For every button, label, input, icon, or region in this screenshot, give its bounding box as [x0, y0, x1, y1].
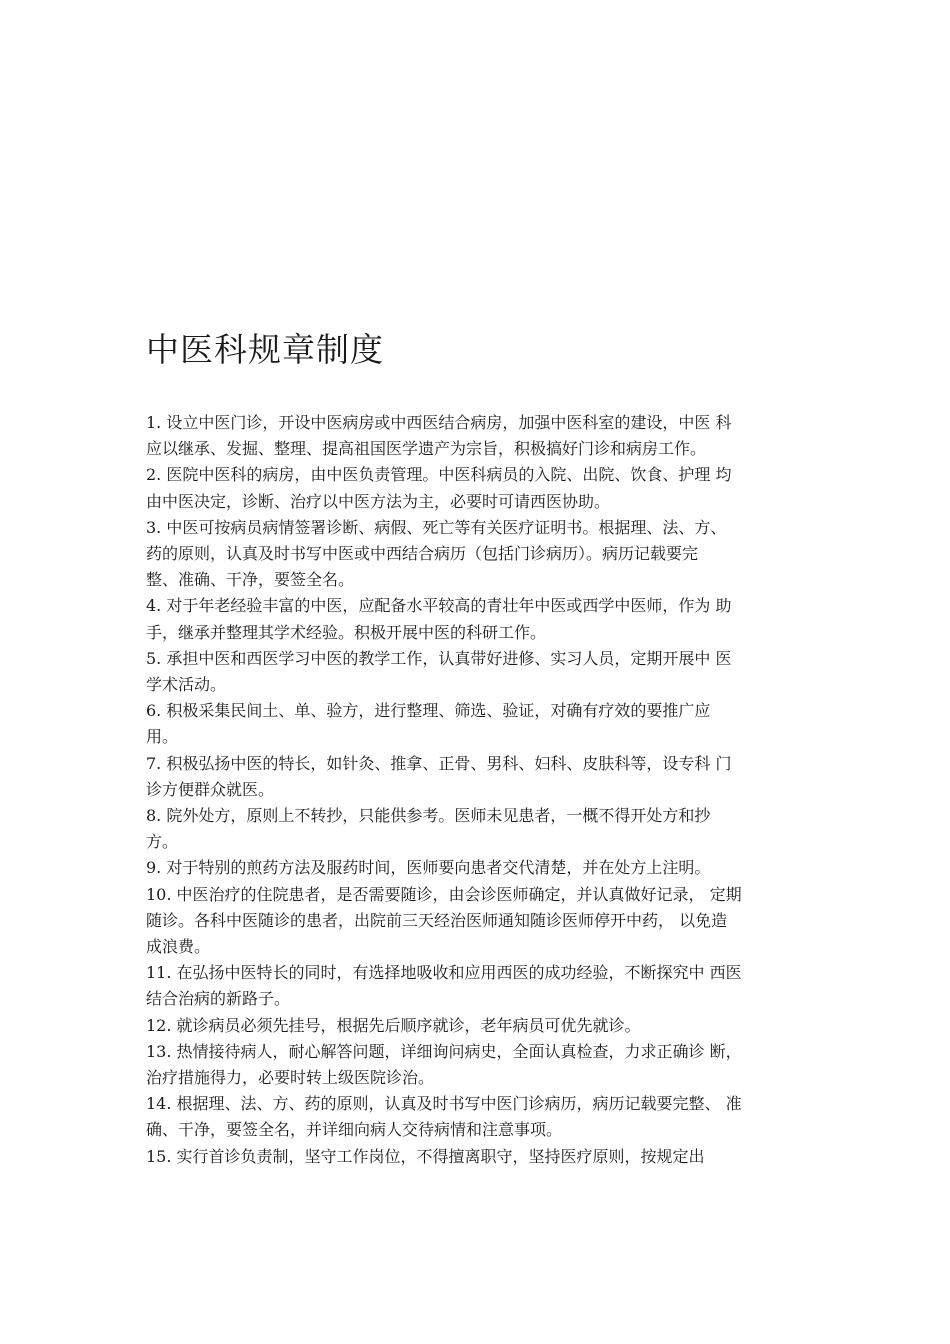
rule-item-5	[146, 646, 822, 698]
rule-item-2	[146, 462, 822, 514]
rule-line: 结合治病的新路子。	[146, 989, 291, 1009]
rule-line: 用。	[146, 727, 179, 747]
rule-line: 6. 积极采集民间土、单、验方，进行整理、筛选、验证，对确有疗效的要推广应	[146, 701, 711, 721]
rule-line: 14. 根据理、法、方、药的原则，认真及时书写中医门诊病历，病历记载要完整、 准	[146, 1094, 742, 1114]
document-title: 中医科规章制度	[146, 330, 384, 369]
rule-line: 9. 对于特别的煎药方法及服药时间，医师要向患者交代清楚，并在处方上注明。	[146, 858, 711, 878]
rule-item-4	[146, 593, 822, 645]
rule-line: 学术活动。	[146, 675, 227, 695]
rule-line: 4. 对于年老经验丰富的中医，应配备水平较高的青壮年中医或西学中医师，作为 助	[146, 596, 732, 616]
rule-item-14	[146, 1091, 822, 1143]
rule-line: 治疗措施得力，必要时转上级医院诊治。	[146, 1068, 435, 1088]
rule-item-11	[146, 960, 822, 1012]
rule-line: 确、干净，要签全名，并详细向病人交待病情和注意事项。	[146, 1120, 563, 1140]
rule-item-10	[146, 882, 822, 961]
rule-item-3	[146, 515, 822, 594]
rule-line: 手，继承并整理其学术经验。积极开展中医的科研工作。	[146, 622, 547, 642]
rule-line: 15. 实行首诊负责制，坚守工作岗位，不得擅离职守，坚持医疗原则，按规定出	[146, 1146, 705, 1166]
rule-item-6	[146, 698, 822, 750]
rule-line: 由中医决定，诊断、治疗以中医方法为主，必要时可请西医协助。	[146, 491, 611, 511]
rule-line: 2. 医院中医科的病房，由中医负责管理。中医科病员的入院、出院、饮食、护理 均	[146, 465, 732, 485]
rule-line: 12. 就诊病员必须先挂号，根据先后顺序就诊，老年病员可优先就诊。	[146, 1015, 641, 1035]
rule-line: 1. 设立中医门诊，开设中医病房或中西医结合病房，加强中医科室的建设，中医 科	[146, 413, 732, 432]
rule-line: 药的原则，认真及时书写中医或中西结合病历（包括门诊病历）。病历记载要完	[146, 544, 699, 564]
rules-list	[146, 410, 822, 1170]
rule-line: 5. 承担中医和西医学习中医的教学工作，认真带好进修、实习人员，定期开展中 医	[146, 648, 732, 668]
rule-line: 10. 中医治疗的住院患者，是否需要随诊，由会诊医师确定，并认真做好记录， 定期	[146, 884, 742, 904]
rule-item-15	[146, 1144, 822, 1170]
rule-line: 13. 热情接待病人，耐心解答问题，详细询问病史，全面认真检查，力求正确诊 断，	[146, 1041, 742, 1061]
rule-item-7	[146, 751, 822, 803]
rule-line: 3. 中医可按病员病情签署诊断、病假、死亡等有关医疗证明书。根据理、法、方、	[146, 517, 727, 537]
rule-item-1	[146, 410, 822, 462]
rule-line: 8. 院外处方，原则上不转抄，只能供参考。医师未见患者，一概不得开处方和抄	[146, 806, 711, 826]
rule-line: 成浪费。	[146, 937, 211, 957]
rule-line: 11. 在弘扬中医特长的同时，有选择地吸收和应用西医的成功经验，不断探究中 西医	[146, 963, 742, 983]
rule-item-12	[146, 1013, 822, 1039]
rule-item-13	[146, 1039, 822, 1091]
rule-line: 应以继承、发掘、整理、提高祖国医学遗产为宗旨，积极搞好门诊和病房工作。	[146, 439, 707, 459]
rule-line: 随诊。各科中医随诊的患者，出院前三天经治医师通知随诊医师停开中药， 以免造	[146, 910, 728, 930]
rule-line: 方。	[146, 832, 179, 852]
rule-line: 整、准确、干净，要签全名。	[146, 570, 355, 590]
rule-line: 诊方便群众就医。	[146, 779, 275, 799]
rule-line: 7. 积极弘扬中医的特长，如针灸、推拿、正骨、男科、妇科、皮肤科等，设专科 门	[146, 753, 732, 773]
rule-item-9	[146, 855, 822, 881]
rule-item-8	[146, 803, 822, 855]
